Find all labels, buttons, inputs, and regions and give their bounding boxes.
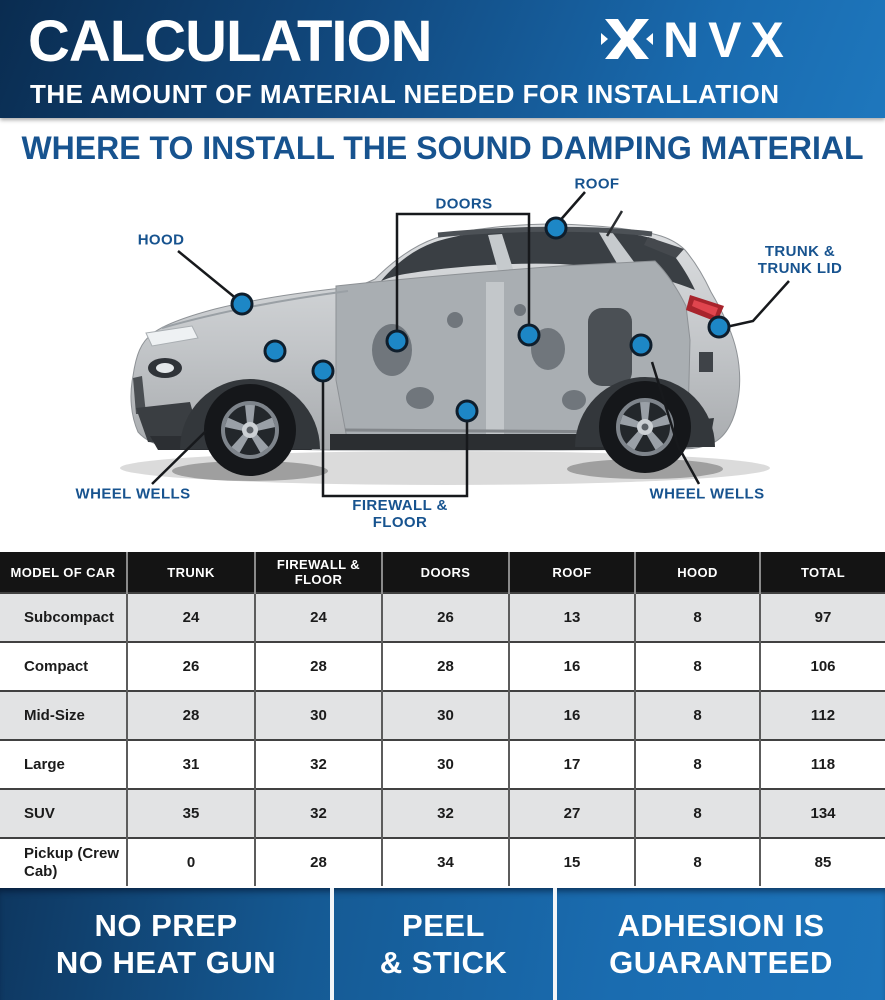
brand-logo: [601, 13, 859, 65]
marker-dot-hood: [232, 294, 252, 314]
label-hood: HOOD: [137, 231, 185, 249]
cell-total: 97: [760, 593, 885, 642]
cell-total: 112: [760, 691, 885, 740]
leader-hood: [178, 251, 238, 300]
table-row: Large 31 32 30 17 8 118: [0, 740, 885, 789]
marker-dot-floor: [457, 401, 477, 421]
section-heading: WHERE TO INSTALL THE SOUND DAMPING MATERIAL: [21, 130, 864, 166]
marker-dot-door-front: [387, 331, 407, 351]
marker-dot-wheel-well-rear: [631, 335, 651, 355]
label-roof: ROOF: [574, 175, 620, 193]
marker-dot-door-rear: [519, 325, 539, 345]
car-diagram: [0, 168, 885, 553]
top-banner: [0, 0, 885, 118]
table-row: Pickup (Crew Cab) 0 28 34 15 8 85: [0, 838, 885, 886]
col-header-hood: HOOD: [635, 552, 760, 593]
label-firewall-floor: FIREWALL & FLOOR: [352, 497, 448, 531]
cell-model: Large: [0, 740, 127, 789]
leader-trunk: [726, 281, 789, 327]
car-rear-wheel: [599, 381, 691, 473]
marker-dot-firewall: [313, 361, 333, 381]
table-row: Mid-Size 28 30 30 16 8 112: [0, 691, 885, 740]
cell-model: Pickup (Crew Cab): [0, 838, 127, 886]
col-header-trunk: TRUNK: [127, 552, 255, 593]
label-wheel-wells-right: WHEEL WELLS: [649, 485, 765, 503]
marker-dot-trunk: [709, 317, 729, 337]
cell-model: Mid-Size: [0, 691, 127, 740]
cell-total: 134: [760, 789, 885, 838]
page-title: CALCULATION: [28, 9, 432, 74]
label-doors: DOORS: [435, 195, 493, 213]
material-table: [0, 552, 885, 886]
col-header-model: MODEL OF CAR: [0, 552, 127, 593]
marker-dot-wheel-well-front: [265, 341, 285, 361]
badge-adhesion: ADHESION IS GUARANTEED: [609, 908, 833, 980]
table-header: [0, 552, 885, 593]
cell-model: Compact: [0, 642, 127, 691]
cell-model: Subcompact: [0, 593, 127, 642]
page-subtitle: THE AMOUNT OF MATERIAL NEEDED FOR INSTALLATION: [30, 79, 780, 109]
cell-total: 106: [760, 642, 885, 691]
car-front-wheel: [204, 384, 296, 476]
table-row: Compact 26 28 28 16 8 106: [0, 642, 885, 691]
col-header-roof: ROOF: [509, 552, 635, 593]
table-row: SUV 35 32 32 27 8 134: [0, 789, 885, 838]
footer-banner: [0, 888, 885, 1000]
col-header-doors: DOORS: [382, 552, 509, 593]
cell-total: 118: [760, 740, 885, 789]
col-header-firewall: FIREWALL & FLOOR: [255, 552, 382, 593]
nvx-x-icon: [601, 19, 653, 59]
cell-total: 85: [760, 838, 885, 886]
marker-dot-roof: [546, 218, 566, 238]
table-row: Subcompact 24 24 26 13 8 97: [0, 593, 885, 642]
badge-peel-stick: PEEL & STICK: [379, 908, 508, 980]
label-wheel-wells-left: WHEEL WELLS: [75, 485, 191, 503]
col-header-total: TOTAL: [760, 552, 885, 593]
cell-model: SUV: [0, 789, 127, 838]
badge-no-prep: NO PREP NO HEAT GUN: [55, 908, 277, 980]
label-trunk: TRUNK & TRUNK LID: [757, 243, 843, 277]
brand-name: NVX: [663, 13, 793, 65]
